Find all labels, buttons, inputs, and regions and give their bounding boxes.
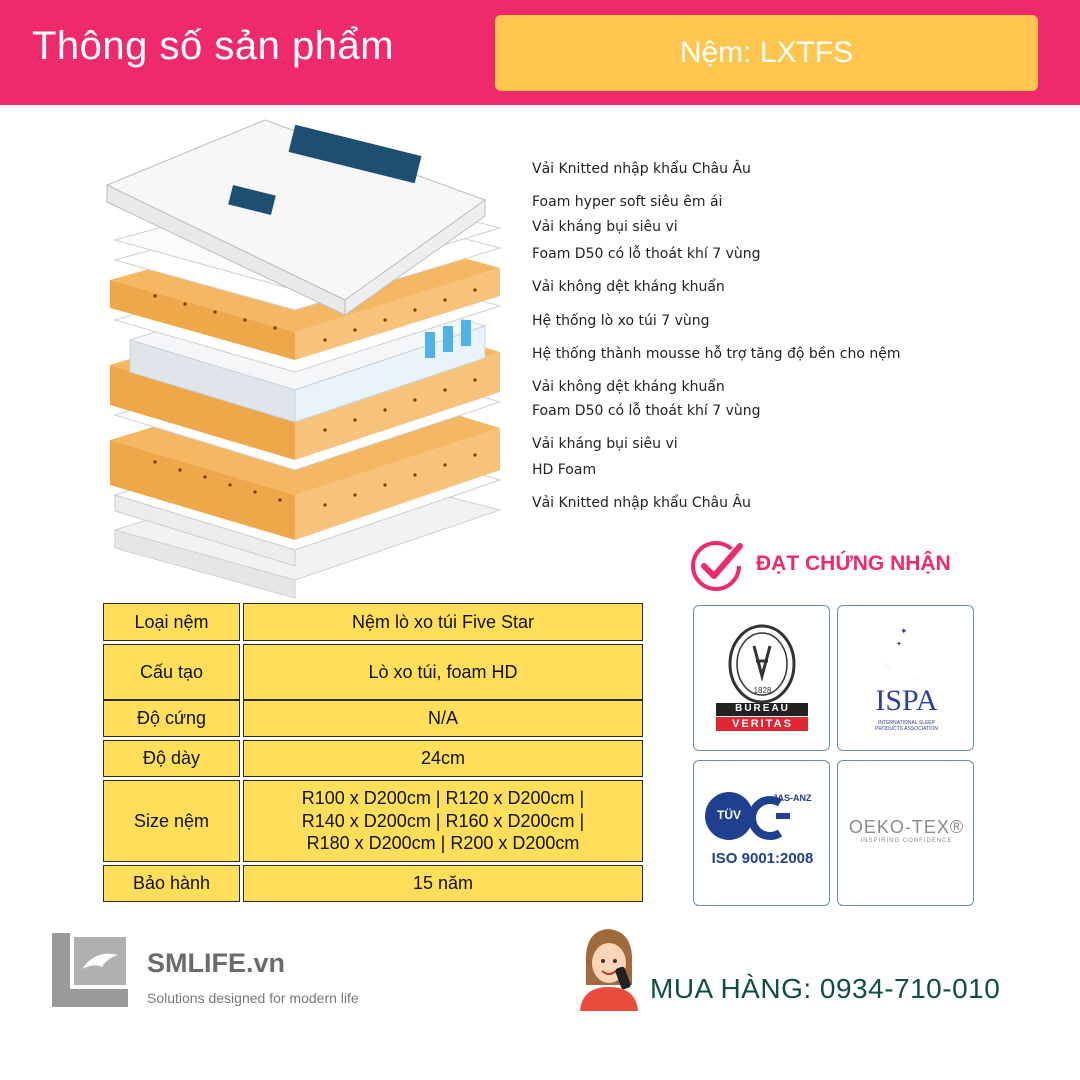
spec-value: Nệm lò xo túi Five Star	[243, 603, 643, 641]
spec-key: Độ dày	[103, 740, 240, 777]
spec-key: Size nệm	[103, 780, 240, 862]
jas-label: JAS-ANZ	[772, 793, 812, 803]
spec-key: Bảo hành	[103, 865, 240, 902]
header-bar	[0, 0, 1080, 105]
brand-tagline: Solutions designed for modern life	[147, 990, 359, 1006]
ispa-logo	[837, 605, 974, 751]
oeko-tex-logo	[837, 760, 974, 906]
bureau-year: 1828	[753, 686, 772, 695]
layer-label: HD Foam	[532, 462, 597, 478]
brand-block	[52, 933, 412, 1013]
layer-labels	[532, 150, 932, 520]
layer-label: Vải Knitted nhập khẩu Châu Âu	[532, 161, 751, 177]
size-line: R180 x D200cm | R200 x D200cm	[306, 833, 580, 854]
spec-row	[103, 740, 643, 777]
bureau-line2: VERITAS	[732, 718, 793, 730]
smlife-logo-icon	[52, 933, 128, 1007]
layer-label: Hệ thống thành mousse hỗ trợ tăng độ bền cho nệm	[532, 346, 901, 362]
spec-value: 24cm	[243, 740, 643, 777]
size-line: R140 x D200cm | R160 x D200cm |	[301, 810, 585, 831]
support-agent-icon	[578, 925, 640, 1011]
layer-label: Foam D50 có lỗ thoát khí 7 vùng	[532, 403, 761, 419]
spec-value: Lò xo túi, foam HD	[243, 644, 643, 700]
purchase-hotline[interactable]: MUA HÀNG: 0934-710-010	[650, 973, 1001, 1004]
layer-label: Hệ thống lò xo túi 7 vùng	[532, 313, 710, 329]
oeko-label: OEKO-TEX®	[848, 817, 965, 837]
layer-label: Vải không dệt kháng khuẩn	[532, 379, 725, 395]
spec-row	[103, 865, 643, 902]
tuv-label: TÜV	[717, 808, 741, 822]
certification-heading	[688, 536, 988, 596]
product-code-badge: Nệm: LXTFS	[495, 15, 1038, 91]
purchase-block	[578, 925, 1048, 1015]
svg-text:✦: ✦	[900, 627, 908, 637]
brand-name: SMLIFE.vn	[147, 948, 286, 978]
layer-label: Vải không dệt kháng khuẩn	[532, 279, 725, 295]
ispa-sub1: INTERNATIONAL SLEEP	[878, 720, 935, 726]
spec-value: 15 năm	[243, 865, 643, 902]
certification-title: ĐẠT CHỨNG NHẬN	[756, 552, 951, 575]
spec-row	[103, 603, 643, 641]
spec-key: Độ cứng	[103, 700, 240, 737]
oeko-sub: INSPIRING CONFIDENCE	[860, 838, 953, 844]
check-circle-icon	[688, 536, 748, 596]
spec-value-sizes	[243, 780, 643, 862]
spec-key: Cấu tạo	[103, 644, 240, 700]
layer-label: Vải kháng bụi siêu vi	[532, 436, 678, 452]
layer-label: Vải Knitted nhập khẩu Châu Âu	[532, 495, 751, 511]
ispa-label: ISPA	[875, 684, 938, 717]
spec-row	[103, 700, 643, 737]
layer-label: Foam D50 có lỗ thoát khí 7 vùng	[532, 246, 761, 262]
iso-label: ISO 9001:2008	[711, 850, 814, 867]
spec-value: N/A	[243, 700, 643, 737]
bureau-veritas-logo	[693, 605, 830, 751]
layer-label: Foam hyper soft siêu êm ái	[532, 194, 723, 210]
svg-text:✦: ✦	[896, 640, 902, 648]
spec-row	[103, 780, 643, 862]
mattress-layers-illustration	[95, 110, 525, 610]
size-line: R100 x D200cm | R120 x D200cm |	[301, 788, 585, 809]
layer-label: Vải kháng bụi siêu vi	[532, 219, 678, 235]
ispa-sub2: PRODUCTS ASSOCIATION	[875, 726, 938, 732]
iso-logo	[693, 760, 830, 906]
page-title: Thông số sản phẩm	[32, 24, 395, 68]
bureau-line1: BUREAU	[735, 703, 790, 714]
spec-row	[103, 644, 643, 700]
spec-key: Loại nệm	[103, 603, 240, 641]
